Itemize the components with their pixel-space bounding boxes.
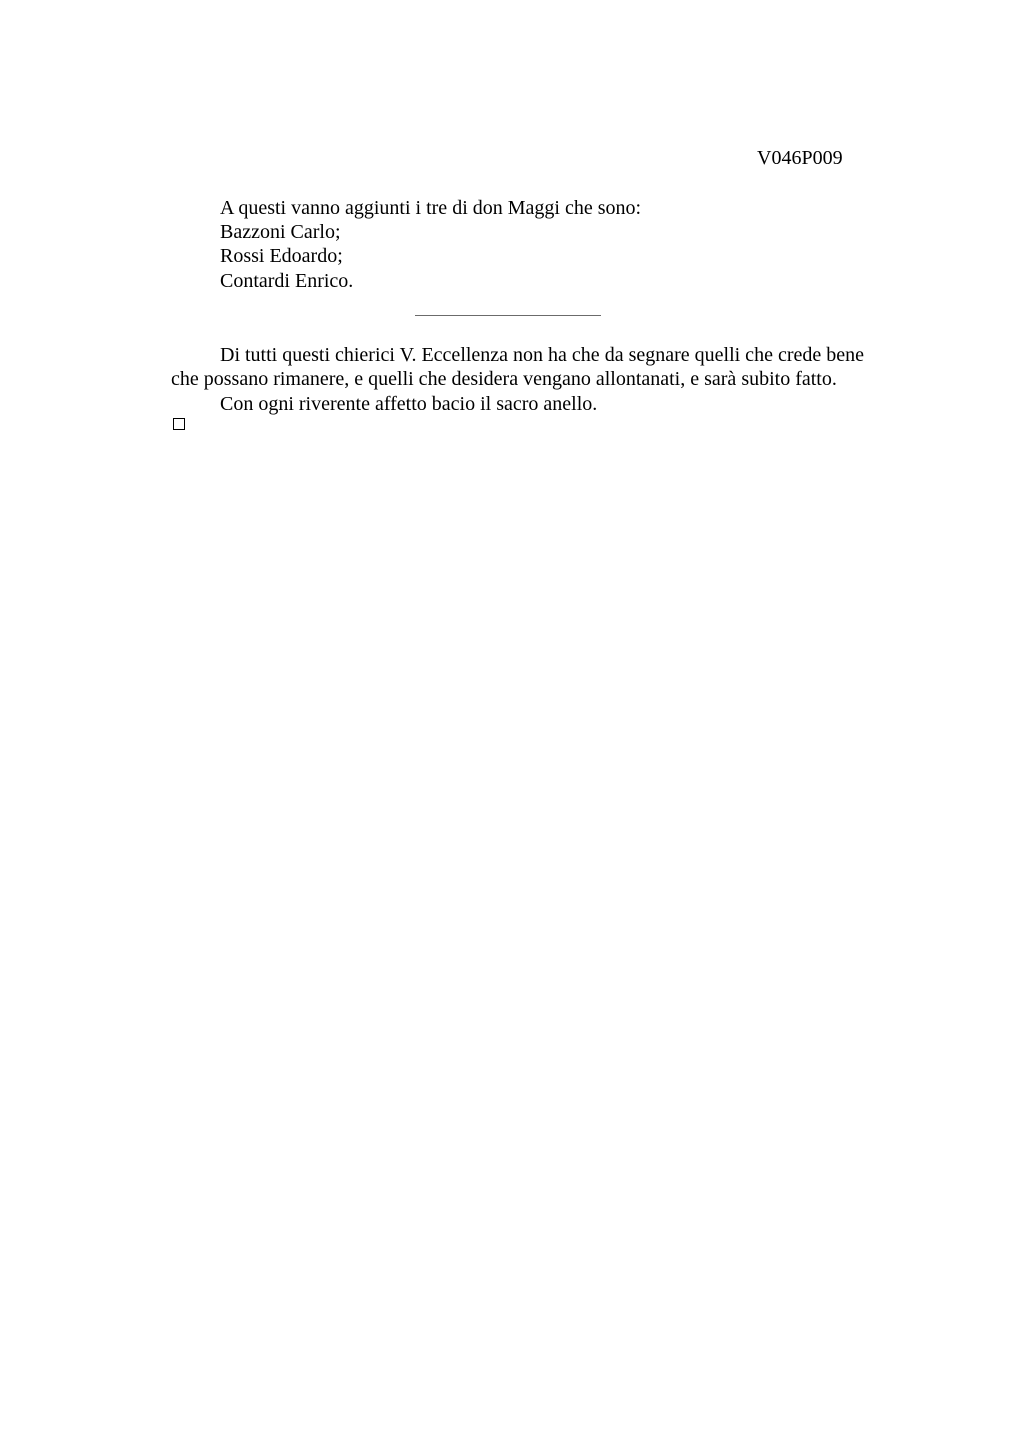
name-item: Bazzoni Carlo; (220, 221, 341, 243)
name-item: Rossi Edoardo; (220, 245, 343, 267)
intro-line: A questi vanno aggiunti i tre di don Maggi che sono: (220, 197, 642, 219)
page-code: V046P009 (757, 147, 843, 169)
section-separator (415, 315, 601, 316)
name-item: Contardi Enrico. (220, 270, 354, 292)
paragraph-line: Di tutti questi chierici V. Eccellenza non ha che da segnare quelli che crede bene (220, 344, 864, 366)
closing-line: Con ogni riverente affetto bacio il sacro anello. (220, 393, 598, 415)
end-marker-box (173, 418, 185, 430)
paragraph-line: che possano rimanere, e quelli che desidera vengano allontanati, e sarà subito fatto. (171, 368, 837, 390)
